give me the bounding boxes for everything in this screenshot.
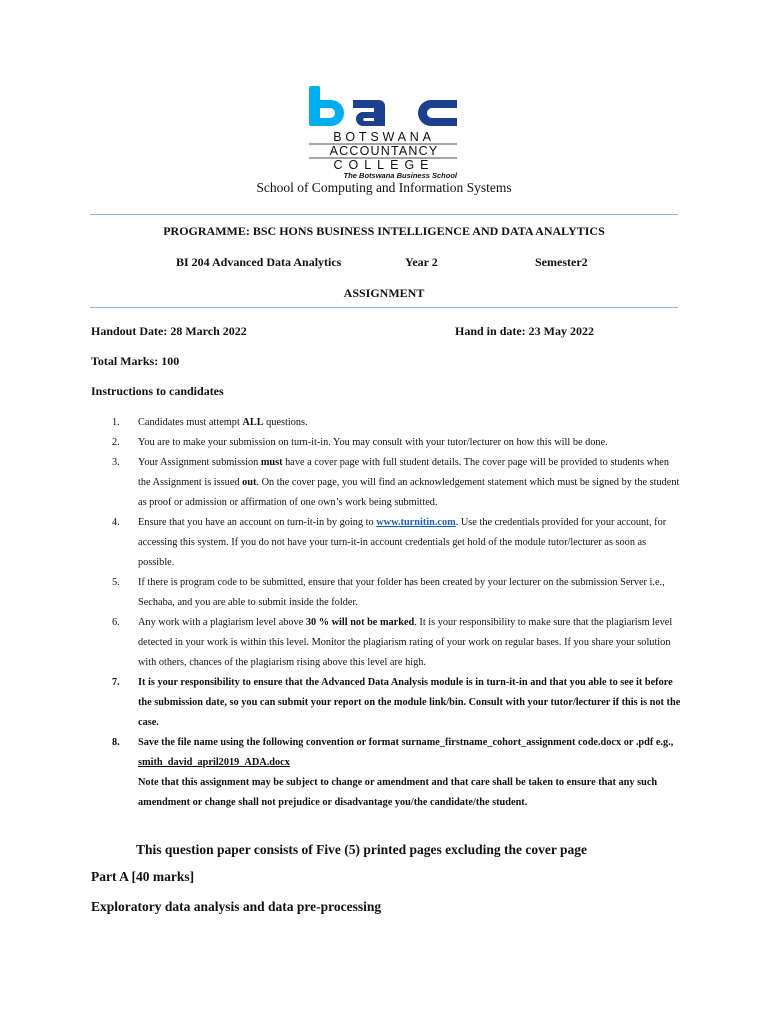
instruction-1c: questions.	[263, 417, 308, 428]
list-item	[112, 433, 682, 453]
divider-top	[90, 214, 678, 215]
logo-line-3: COLLEGE	[333, 158, 435, 172]
turnitin-link[interactable]: www.turnitin.com	[376, 517, 456, 528]
handin-date: Hand in date: 23 May 2022	[455, 324, 595, 338]
item-number: 4.	[112, 517, 120, 528]
item-number: 3.	[112, 457, 120, 468]
course-semester: Semester2	[535, 255, 588, 269]
instructions-heading: Instructions to candidates	[91, 384, 224, 398]
example-filename: smith_david_april2019_ADA.docx	[138, 757, 290, 768]
course-year: Year 2	[405, 255, 438, 269]
instruction-3e: . On the cover page, you will find an acknowledgement statement which must be signed by the student as proof or admission or affirmation of one own’s work being submitted.	[138, 477, 680, 508]
item-number: 5.	[112, 577, 120, 588]
item-number: 2.	[112, 437, 120, 448]
instruction-4b: . Use the credentials provided for your account, for accessing this system. If you do not have your turn-it-in account credentials get hold of the module tutor/lecturer as soon as possible.	[138, 517, 667, 568]
instruction-2: You are to make your submission on turn-it-in. You may consult with your tutor/lecturer on how this will be done.	[138, 437, 608, 448]
instruction-8a: Save the file name using the following convention or format surname_firstname_cohort_assignment code.docx or .pdf e.g.,	[138, 737, 674, 748]
college-logo	[307, 86, 461, 180]
instruction-7: It is your responsibility to ensure that the Advanced Data Analysis module is in turn-it-in and that you able to see it before the submission date, so you can submit your report on the module link/bin. Consult with your tutor/lecturer if this is not the case.	[138, 677, 681, 728]
instruction-3d: out	[242, 477, 257, 488]
part-a-title: Exploratory data analysis and data pre-processing	[91, 899, 382, 914]
logo-letter-b	[309, 86, 344, 126]
instruction-3b: must	[260, 457, 283, 468]
item-number: 1.	[112, 417, 120, 428]
list-item	[112, 733, 682, 813]
divider-bottom	[90, 307, 678, 308]
total-marks: Total Marks: 100	[91, 354, 180, 368]
instruction-1a: Candidates must attempt	[138, 417, 243, 428]
assignment-title: ASSIGNMENT	[343, 286, 425, 300]
course-code: BI 204 Advanced Data Analytics	[176, 255, 342, 269]
bac-logo-graphic	[307, 86, 461, 180]
instruction-6a: Any work with a plagiarism level above	[138, 617, 306, 628]
printed-pages-note: This question paper consists of Five (5) printed pages excluding the cover page	[136, 842, 588, 857]
list-item	[112, 453, 682, 513]
handout-date: Handout Date: 28 March 2022	[91, 324, 247, 338]
item-number: 6.	[112, 617, 120, 628]
list-item	[112, 513, 682, 573]
instruction-5: If there is program code to be submitted, ensure that your folder has been created by your lecturer on the submission Server i.e., Sechaba, and you are able to submit inside the folder.	[138, 577, 665, 608]
instruction-3c: have a cover page with full student details. The cover page will be provided to students when the Assignment is issued	[138, 457, 669, 488]
item-number: 8.	[112, 737, 120, 748]
list-item	[112, 573, 682, 613]
logo-line-2: ACCOUNTANCY	[329, 144, 439, 158]
instruction-4a: Ensure that you have an account on turn-it-in by going to	[138, 517, 377, 528]
instruction-1b: ALL	[242, 417, 264, 428]
list-item	[112, 673, 682, 733]
instructions-list	[112, 413, 682, 813]
part-a-heading: Part A [40 marks]	[91, 869, 195, 884]
programme-title: PROGRAMME: BSC HONS BUSINESS INTELLIGENCE AND DATA ANALYTICS	[163, 224, 605, 238]
school-name: School of Computing and Information Systems	[256, 180, 512, 195]
logo-letter-c	[418, 100, 457, 126]
instruction-8-note: Note that this assignment may be subject to change or amendment and that care shall be taken to ensure that any such amendment or change shall not prejudice or disadvantage you/the candidate/the student.	[138, 777, 658, 808]
logo-tagline: The Botswana Business School	[343, 171, 457, 180]
list-item	[112, 413, 682, 433]
logo-line-1: BOTSWANA	[333, 130, 435, 144]
item-number: 7.	[112, 677, 120, 688]
logo-letter-a	[353, 100, 385, 126]
instruction-6c: . It is your responsibility to make sure that the plagiarism level detected in your work is within this level. Monitor the plagiarism rating of your work on regular bases. If you share your solution with others, chances of the plagiarism rising above this level are high.	[138, 617, 673, 668]
instruction-6b: 30 % will not be marked	[305, 617, 415, 628]
list-item	[112, 613, 682, 673]
instruction-3a: Your Assignment submission	[138, 457, 261, 468]
